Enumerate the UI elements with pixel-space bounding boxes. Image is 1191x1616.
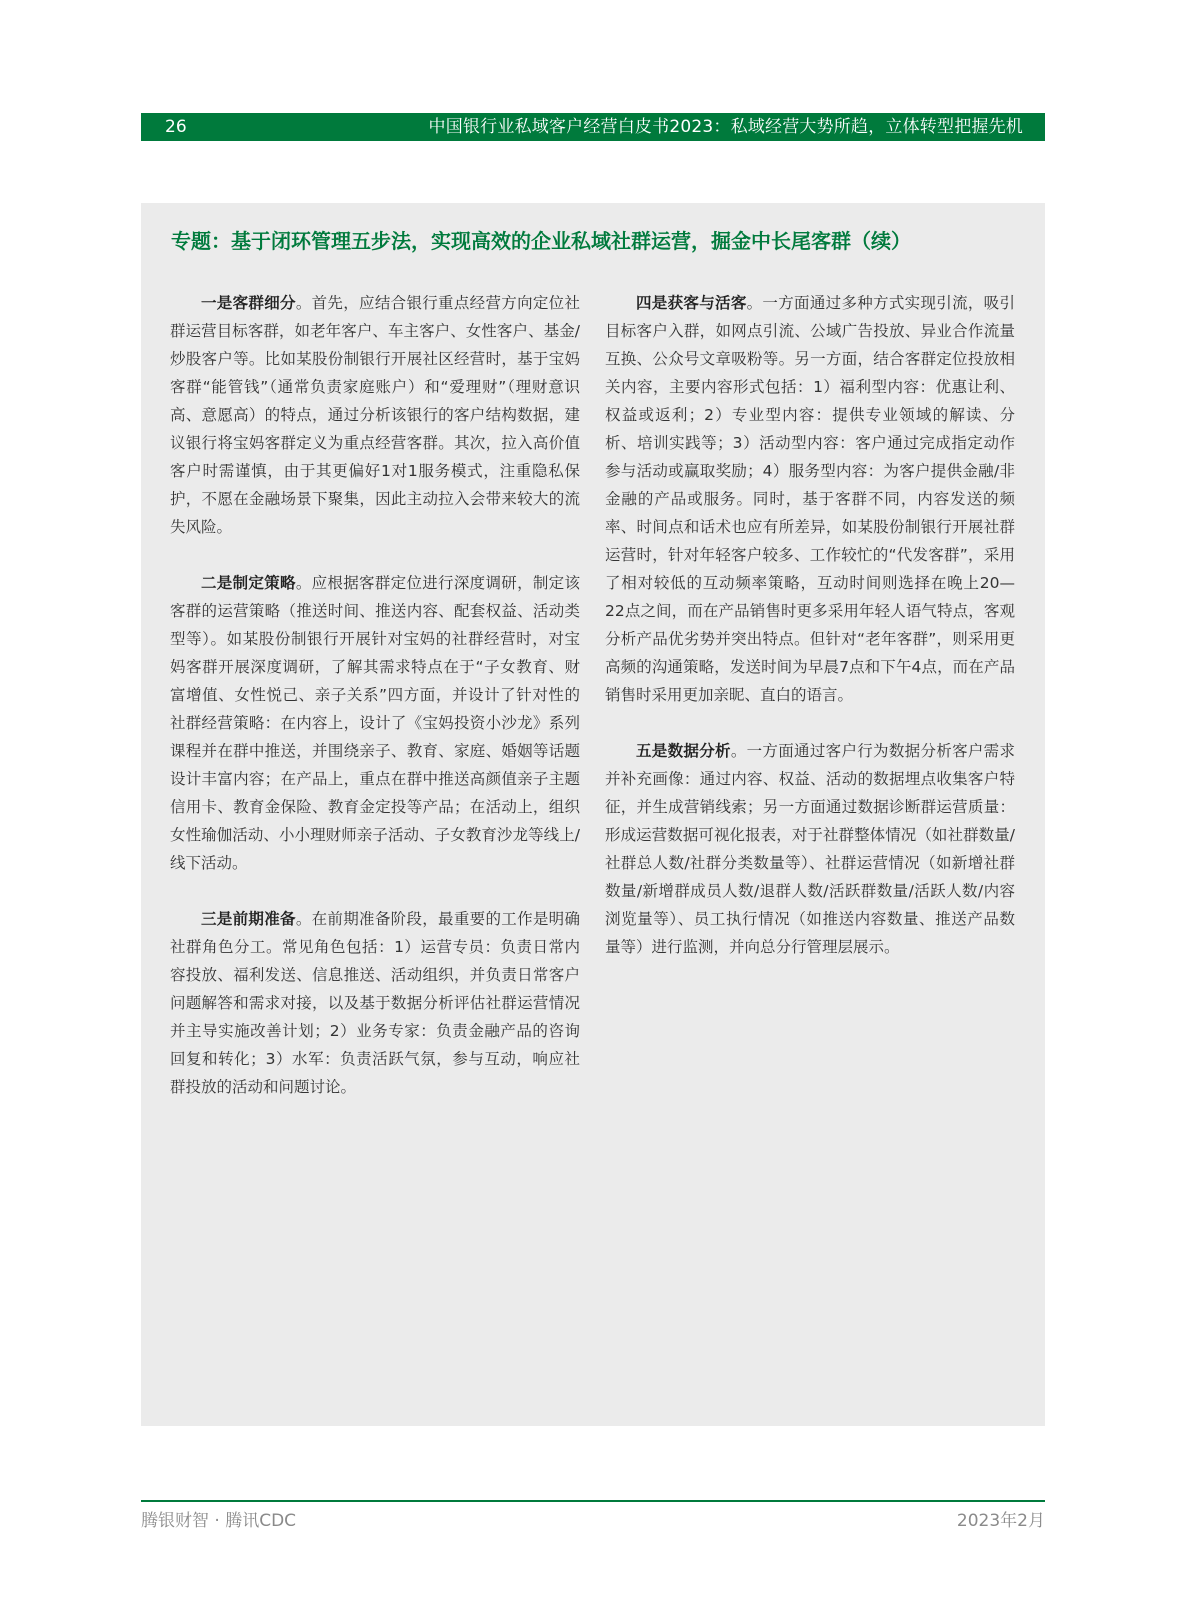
document-title: 中国银行业私域客户经营白皮书2023：私域经营大势所趋，立体转型把握先机 — [428, 117, 1023, 137]
paragraph-segmentation — [170, 289, 580, 541]
right-column — [605, 289, 1015, 989]
left-column — [170, 289, 580, 1129]
header-bar — [141, 113, 1045, 141]
paragraph-lead: 二是制定策略 — [201, 574, 296, 592]
paragraph-analytics — [605, 737, 1015, 961]
paragraph-acquisition — [605, 289, 1015, 709]
footer-divider — [141, 1500, 1045, 1502]
footer-publisher: 腾银财智 · 腾讯CDC — [141, 1511, 297, 1531]
paragraph-lead: 三是前期准备 — [201, 910, 296, 928]
paragraph-lead: 一是客群细分 — [201, 294, 296, 312]
paragraph-lead: 五是数据分析 — [636, 742, 731, 760]
paragraph-body: 。一方面通过多种方式实现引流，吸引目标客户入群，如网点引流、公域广告投放、异业合作流量互换、公众号文章吸粉等。另一方面，结合客群定位投放相关内容，主要内容形式包括：1）福利型内容：优惠让利、权益或返利；2）专业型内容：提供专业领域的解读、分析、培训实践等；3）活动型内容：客户通过完成指定动作参与活动或赢取奖励；4）服务型内容：为客户提供金融/非金融的产品或服务。同时，基于客群不同，内容发送的频率、时间点和话术也应有所差异，如某股份制银行开展社群运营时，针对年轻客户较多、工作较忙的“代发客群”，采用了相对较低的互动频率策略，互动时间则选择在晚上20—22点之间，而在产品销售时更多采用年轻人语气特点，客观分析产品优劣势并突出特点。但针对“老年客群”，则采用更高频的沟通策略，发送时间为早晨7点和下午4点，而在产品销售时采用更加亲昵、直白的语言。 — [605, 294, 1015, 704]
paragraph-body: 。一方面通过客户行为数据分析客户需求并补充画像：通过内容、权益、活动的数据埋点收集客户特征，并生成营销线索；另一方面通过数据诊断群运营质量：形成运营数据可视化报表，对于社群整体情况（如社群数量/社群总人数/社群分类数量等）、社群运营情况（如新增社群数量/新增群成员人数/退群人数/活跃群数量/活跃人数/内容浏览量等）、员工执行情况（如推送内容数量、推送产品数量等）进行监测，并向总分行管理层展示。 — [605, 742, 1015, 956]
footer-date: 2023年2月 — [956, 1511, 1045, 1531]
page-number: 26 — [165, 117, 187, 137]
paragraph-preparation — [170, 905, 580, 1101]
paragraph-strategy — [170, 569, 580, 877]
paragraph-body: 。在前期准备阶段，最重要的工作是明确社群角色分工。常见角色包括：1）运营专员：负责日常内容投放、福利发送、信息推送、活动组织，并负责日常客户问题解答和需求对接，以及基于数据分析评估社群运营情况并主导实施改善计划；2）业务专家：负责金融产品的咨询回复和转化；3）水军：负责活跃气氛，参与互动，响应社群投放的活动和问题讨论。 — [170, 910, 580, 1096]
feature-panel — [141, 203, 1045, 1426]
paragraph-body: 。首先，应结合银行重点经营方向定位社群运营目标客群，如老年客户、车主客户、女性客户、基金/炒股客户等。比如某股份制银行开展社区经营时，基于宝妈客群“能管钱”（通常负责家庭账户）和“爱理财”（理财意识高、意愿高）的特点，通过分析该银行的客户结构数据，建议银行将宝妈客群定义为重点经营客群。其次，拉入高价值客户时需谨慎，由于其更偏好1对1服务模式，注重隐私保护，不愿在金融场景下聚集，因此主动拉入会带来较大的流失风险。 — [170, 294, 580, 536]
paragraph-lead: 四是获客与活客 — [636, 294, 747, 312]
paragraph-body: 。应根据客群定位进行深度调研，制定该客群的运营策略（推送时间、推送内容、配套权益、活动类型等）。如某股份制银行开展针对宝妈的社群经营时，对宝妈客群开展深度调研，了解其需求特点在于“子女教育、财富增值、女性悦己、亲子关系”四方面，并设计了针对性的社群经营策略：在内容上，设计了《宝妈投资小沙龙》系列课程并在群中推送，并围绕亲子、教育、家庭、婚姻等话题设计丰富内容；在产品上，重点在群中推送高颜值亲子主题信用卡、教育金保险、教育金定投等产品；在活动上，组织女性瑜伽活动、小小理财师亲子活动、子女教育沙龙等线上/线下活动。 — [170, 574, 580, 872]
panel-title: 专题：基于闭环管理五步法，实现高效的企业私域社群运营，掘金中长尾客群（续） — [171, 229, 911, 253]
